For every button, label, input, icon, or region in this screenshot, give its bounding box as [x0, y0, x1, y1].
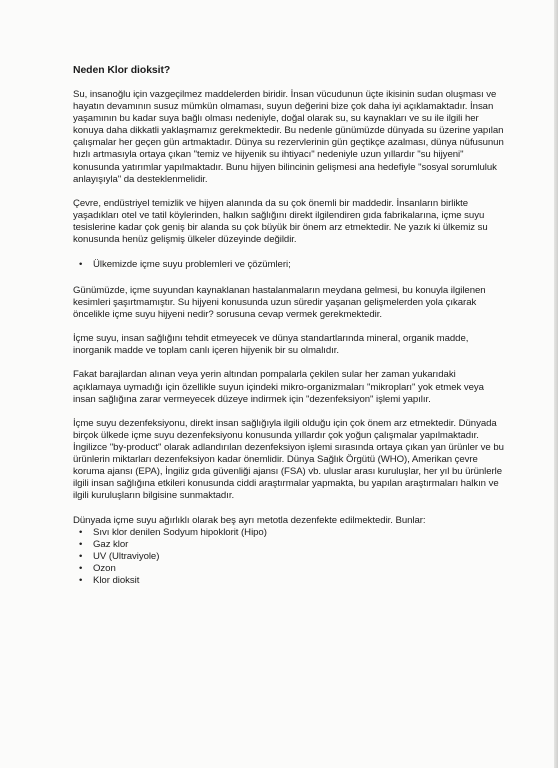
section-bullet-list — [73, 259, 505, 271]
paragraph-today: Günümüzde, içme suyundan kaynaklanan hastalanmaların meydana gelmesi, bu konuyla ilgilenen kesimleri şaşırtmamıştır. Su hijyeni konusunda uzun süredir yaşanan gelişmelerden yola çıkarak öncelikle içme suyu hijyeni nedir? sorusuna cevap vermek gerekmektedir. — [73, 284, 486, 320]
list-item: • UV (Ultraviyole) — [73, 551, 505, 563]
list-item: • Sıvı klor denilen Sodyum hipoklorit (Hipo) — [73, 527, 505, 539]
method-list — [73, 527, 505, 587]
paragraph-dams: Fakat barajlardan alınan veya yerin altından pompalarla çekilen sular her zaman yukarıdaki açıklamaya uymadığı için özellikle suyun içindeki mikro-organizmaları "mikropları" yok etmek veya insan sağlığına zarar vermeyecek düzeye indirmek için "dezenfeksiyon" işlemi yapılır. — [73, 369, 484, 405]
section-bullet-item: • Ülkemizde içme suyu problemleri ve çözümleri; — [73, 259, 505, 271]
paragraph-environment: Çevre, endüstriyel temizlik ve hijyen alanında da su çok önemli bir maddedir. İnsanların birlikte yaşadıkları otel ve tatil köylerinden, halkın sağlığını direkt ilgilendiren gıda fabrikalarına, içme suyu tesislerine kadar çok geniş bir alanda su çok büyük bir önem arz etmektedir. Ne yazık ki ülkemiz su konusunda henüz gelişmiş ülkeler düzeyinde değildir. — [73, 197, 488, 246]
list-intro: Dünyada içme suyu ağırlıklı olarak beş ayrı metotla dezenfekte edilmektedir. Bunlar: — [73, 514, 426, 526]
list-item: • Gaz klor — [73, 539, 505, 551]
list-item: • Klor dioksit — [73, 575, 505, 587]
paragraph-drinking-water: İçme suyu, insan sağlığını tehdit etmeyecek ve dünya standartlarında mineral, organik madde, inorganik madde ve toplam canlı içeren hijyenik bir su olmalıdır. — [73, 333, 469, 357]
scan-edge-shadow — [554, 0, 558, 768]
list-item: • Ozon — [73, 563, 505, 575]
document-title: Neden Klor dioksit? — [73, 65, 171, 76]
paragraph-intro: Su, insanoğlu için vazgeçilmez maddelerden biridir. İnsan vücudunun üçte ikisinin sudan oluşması ve hayatın devamının susuz mümkün olmaması, suyun değerini bize çok daha iyi açıklamaktadır. İnsan yaşamının bu kadar suya bağlı olması nedeniyle, doğal olarak su, su kaynakları ve su ile ilgili her konuya daha dikkatli yaklaşmamız gerekmektedir. Bu nedenle günümüzde dünyada su üzerine yapılan çalışmalar her geçen gün artmaktadır. Dünya su rezervlerinin gün geçtikçe azalması, dünya nüfusunun hızlı artmasıyla ortaya çıkan "temiz ve hijyenik su ihtiyacı" nedeniyle uzun yıllardır "su hijyeni" konusunda yatırımlar yapılmaktadır. Bunu hijyen bilincinin gelişmesi ana hedefiyle "sosyal sorumluluk anlayışıyla" da desteklenmelidir. — [73, 89, 504, 185]
document-body — [73, 64, 505, 599]
paragraph-disinfection: İçme suyu dezenfeksiyonu, direkt insan sağlığıyla ilgili olduğu için çok önem arz etmektedir. Dünyada birçok ülkede içme suyu dezenfeksiyonu konusunda yıllardır çok yoğun çalışmalar yapılmaktadır. İngilizce "by-product" olarak adlandırılan dezenfeksiyon işlemi sırasında ortaya çıkan yan ürünler ve bu ürünlerin miktarları dezenfeksiyon kadar önemlidir. Dünya Sağlık Örgütü (WHO), Amerikan çevre koruma ajansı (EPA), İngiliz gıda güvenliği ajansı (FSA) vb. uluslar arası kuruluşlar, her yıl bu ürünlerle ilgili insan sağlığına etkileri konusunda ciddi araştırmalar yapmakta, bu yapılan araştırmaları halkın ve ilgili kuruluşların bilgisine sunmaktadır. — [73, 417, 504, 502]
